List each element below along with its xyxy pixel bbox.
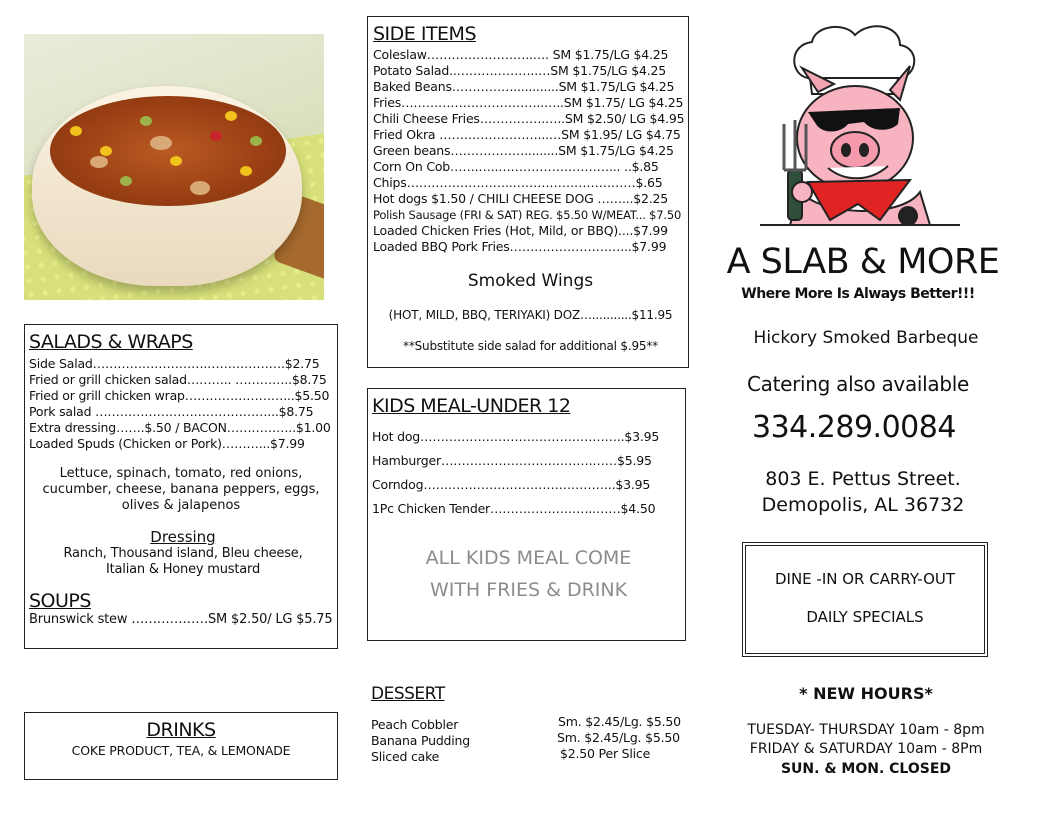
list-item: Chili Cheese Fries…………….…..SM $2.50/ LG $4.95 (373, 111, 685, 126)
hours-line: TUESDAY- THURSDAY 10am - 8pm (747, 722, 985, 738)
service-type: DINE -IN OR CARRY-OUT (774, 570, 956, 588)
dessert-row (371, 746, 691, 762)
pig-chef-logo (760, 20, 960, 230)
hours-title: * NEW HOURS* (799, 684, 933, 703)
drinks-list: COKE PRODUCT, TEA, & LEMONADE (71, 743, 291, 758)
side-items-list (373, 47, 688, 255)
dessert-name: Peach Cobbler (371, 717, 459, 732)
address-line-1: 803 E. Pettus Street. (765, 468, 961, 490)
list-item: Fried or grill chicken salad……….. …………..$8.75 (29, 372, 327, 387)
list-item: Fried or grill chicken wrap……………………...$5.50 (29, 388, 330, 403)
list-item: Polish Sausage (FRI & SAT) REG. $5.50 W/MEAT... $7.50 (373, 208, 682, 222)
side-items-section (367, 16, 689, 368)
list-item: Potato Salad..………………..…SM $1.75/LG $4.25 (373, 63, 666, 78)
dessert-price: Sm. $2.45/Lg. $5.50 (557, 730, 680, 745)
list-item: Fried Okra ……………………...…SM $1.95/ LG $4.75 (373, 127, 681, 142)
list-item: Hamburger……………………………….……$5.95 (372, 453, 652, 468)
tagline: Where More Is Always Better!!! (741, 286, 975, 302)
dessert-price: $2.50 Per Slice (560, 746, 651, 761)
side-items-title: SIDE ITEMS (373, 23, 477, 45)
list-item: Side Salad……………………….……………….$2.75 (29, 356, 320, 371)
dressing-options: Ranch, Thousand island, Bleu cheese, (63, 546, 303, 561)
dessert-title: DESSERT (371, 684, 445, 704)
list-item: Fries……………………………..…..SM $1.75/ LG $4.25 (373, 95, 684, 110)
list-item: Chips……………………..…………………………$.65 (373, 175, 663, 190)
dessert-section (371, 684, 691, 762)
daily-specials: DAILY SPECIALS (806, 608, 924, 626)
list-item: Green beans……………….........SM $1.75/LG $4.25 (373, 143, 674, 158)
kids-meal-note: WITH FRIES & DRINK (429, 579, 628, 601)
service-box (742, 542, 988, 657)
dressing-title: Dressing (150, 528, 216, 546)
food-photo (24, 34, 324, 300)
dessert-row (371, 730, 691, 746)
list-item: Pork salad ……………………………………...$8.75 (29, 404, 314, 419)
dessert-name: Sliced cake (371, 749, 440, 764)
pig-chef-with-fork-icon (760, 20, 960, 230)
drinks-title: DRINKS (146, 719, 216, 741)
dessert-row (371, 714, 691, 730)
salads-section (24, 324, 338, 649)
list-item: Corndog………………………………………..$3.95 (372, 477, 651, 492)
list-item: Coleslaw……………………..…. SM $1.75/LG $4.25 (373, 47, 669, 62)
phone-number[interactable]: 334.289.0084 (752, 410, 956, 445)
cuisine-style: Hickory Smoked Barbeque (753, 328, 979, 348)
drinks-section (24, 712, 338, 780)
catering-note: Catering also available (746, 372, 970, 396)
wings-price: (HOT, MILD, BBQ, TERIYAKI) DOZ…...........$11.95 (388, 308, 673, 322)
list-item: Loaded BBQ Pork Fries………………………...$7.99 (373, 239, 667, 254)
hours-line: SUN. & MON. CLOSED (780, 761, 952, 777)
substitute-note: **Substitute side salad for additional $.95** (403, 339, 658, 353)
dressing-options: Italian & Honey mustard (105, 562, 261, 577)
address-line-2: Demopolis, AL 36732 (761, 494, 965, 516)
kids-meal-section (367, 388, 686, 641)
kids-meal-title: KIDS MEAL-UNDER 12 (372, 395, 571, 417)
list-item: Baked Beans……………............SM $1.75/LG $4.25 (373, 79, 675, 94)
business-name: A SLAB & MORE (726, 242, 1000, 282)
list-item: 1Pc Chicken Tender……………………..……$4.50 (372, 501, 656, 516)
list-item: Corn On Cob…….…..………………………... ..$.85 (373, 159, 659, 174)
soups-title: SOUPS (29, 590, 91, 612)
wings-title: Smoked Wings (467, 271, 594, 291)
salad-toppings: Lettuce, spinach, tomato, red onions, cucumber, cheese, banana peppers, eggs, olives & jalapenos (42, 466, 320, 513)
list-item: Brunswick stew ………………SM $2.50/ LG $5.75 (29, 612, 333, 627)
salads-title: SALADS & WRAPS (29, 331, 193, 353)
list-item: Hot dog…………………………………………..$3.95 (372, 429, 660, 444)
kids-meal-note: ALL KIDS MEAL COME (425, 547, 632, 569)
dessert-price: Sm. $2.45/Lg. $5.50 (558, 714, 681, 729)
hours-line: FRIDAY & SATURDAY 10am - 8Pm (749, 741, 983, 757)
list-item: Loaded Spuds (Chicken or Pork)………...$7.99 (29, 436, 305, 451)
list-item: Extra dressing…….$.50 / BACON……………..$1.00 (29, 420, 331, 435)
list-item: Hot dogs $1.50 / CHILI CHEESE DOG ……...$2.25 (373, 191, 669, 206)
dessert-name: Banana Pudding (371, 733, 471, 748)
list-item: Loaded Chicken Fries (Hot, Mild, or BBQ)....$7.99 (373, 223, 668, 238)
